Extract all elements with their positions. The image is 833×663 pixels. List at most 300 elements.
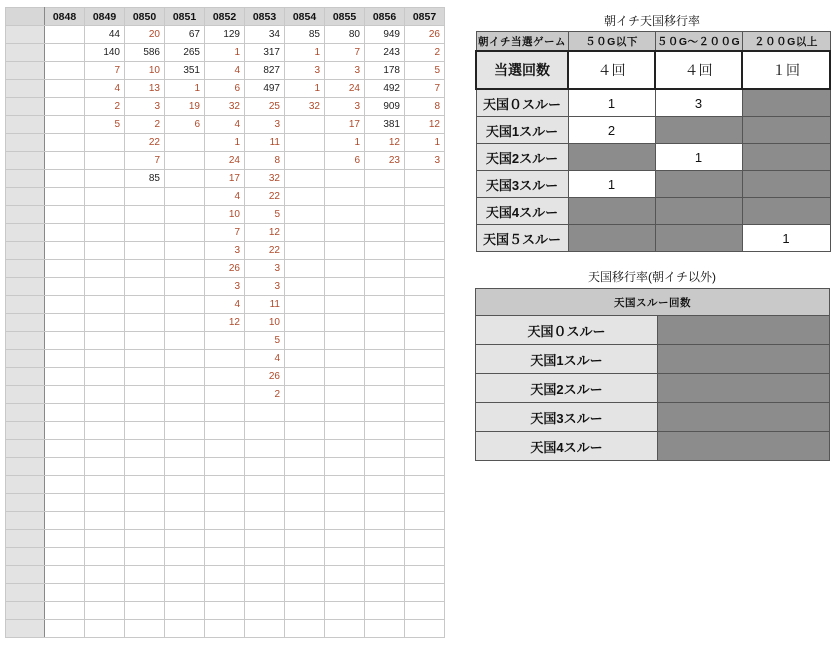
sheet-cell[interactable]: 19 bbox=[165, 98, 205, 116]
sheet-cell[interactable] bbox=[165, 242, 205, 260]
sheet-cell[interactable] bbox=[125, 512, 165, 530]
sheet-cell[interactable] bbox=[125, 548, 165, 566]
sheet-cell[interactable] bbox=[85, 530, 125, 548]
sheet-cell[interactable] bbox=[365, 602, 405, 620]
sheet-cell[interactable] bbox=[285, 224, 325, 242]
sheet-cell[interactable]: 34 bbox=[245, 26, 285, 44]
sheet-cell[interactable] bbox=[245, 620, 285, 638]
sheet-cell[interactable]: 5 bbox=[405, 62, 445, 80]
row-header[interactable] bbox=[6, 332, 45, 350]
sheet-cell[interactable] bbox=[85, 584, 125, 602]
sheet-cell[interactable] bbox=[165, 404, 205, 422]
sheet-cell[interactable] bbox=[325, 386, 365, 404]
row-header[interactable] bbox=[6, 386, 45, 404]
sheet-cell[interactable]: 7 bbox=[325, 44, 365, 62]
sheet-cell[interactable]: 243 bbox=[365, 44, 405, 62]
row-header[interactable] bbox=[6, 260, 45, 278]
column-header-0851[interactable]: 0851 bbox=[165, 8, 205, 26]
sheet-cell[interactable]: 26 bbox=[245, 368, 285, 386]
sheet-cell[interactable]: 44 bbox=[85, 26, 125, 44]
sheet-cell[interactable] bbox=[125, 260, 165, 278]
sheet-cell[interactable]: 4 bbox=[205, 62, 245, 80]
sheet-cell[interactable]: 3 bbox=[205, 278, 245, 296]
sheet-cell[interactable] bbox=[125, 530, 165, 548]
sheet-cell[interactable] bbox=[325, 260, 365, 278]
sheet-cell[interactable] bbox=[285, 584, 325, 602]
column-header-0855[interactable]: 0855 bbox=[325, 8, 365, 26]
row-header[interactable] bbox=[6, 152, 45, 170]
sheet-cell[interactable] bbox=[365, 548, 405, 566]
sheet-cell[interactable] bbox=[325, 242, 365, 260]
sheet-cell[interactable]: 7 bbox=[125, 152, 165, 170]
sheet-cell[interactable] bbox=[365, 386, 405, 404]
sheet-cell[interactable] bbox=[205, 458, 245, 476]
sheet-cell[interactable] bbox=[125, 332, 165, 350]
sheet-cell[interactable] bbox=[85, 440, 125, 458]
row-header[interactable] bbox=[6, 548, 45, 566]
sheet-cell[interactable]: 265 bbox=[165, 44, 205, 62]
sheet-cell[interactable]: 3 bbox=[325, 98, 365, 116]
sheet-cell[interactable] bbox=[285, 458, 325, 476]
sheet-cell[interactable]: 12 bbox=[405, 116, 445, 134]
row-header[interactable] bbox=[6, 314, 45, 332]
sheet-cell[interactable] bbox=[45, 350, 85, 368]
sheet-cell[interactable] bbox=[285, 566, 325, 584]
row-header[interactable] bbox=[6, 530, 45, 548]
sheet-cell[interactable] bbox=[245, 530, 285, 548]
sheet-cell[interactable] bbox=[285, 332, 325, 350]
sheet-cell[interactable] bbox=[405, 350, 445, 368]
sheet-cell[interactable] bbox=[165, 350, 205, 368]
sheet-cell[interactable] bbox=[325, 476, 365, 494]
sheet-cell[interactable] bbox=[405, 602, 445, 620]
sheet-cell[interactable] bbox=[365, 530, 405, 548]
column-header-0850[interactable]: 0850 bbox=[125, 8, 165, 26]
sheet-cell[interactable] bbox=[325, 206, 365, 224]
sheet-cell[interactable] bbox=[165, 152, 205, 170]
sheet-cell[interactable]: 6 bbox=[165, 116, 205, 134]
sheet-cell[interactable] bbox=[125, 584, 165, 602]
sheet-cell[interactable] bbox=[205, 548, 245, 566]
sheet-cell[interactable]: 827 bbox=[245, 62, 285, 80]
sheet-cell[interactable]: 351 bbox=[165, 62, 205, 80]
sheet-cell[interactable] bbox=[165, 458, 205, 476]
sheet-cell[interactable] bbox=[85, 260, 125, 278]
sheet-cell[interactable] bbox=[285, 152, 325, 170]
sheet-cell[interactable] bbox=[245, 494, 285, 512]
sheet-cell[interactable] bbox=[85, 512, 125, 530]
sheet-cell[interactable]: 67 bbox=[165, 26, 205, 44]
sheet-cell[interactable] bbox=[85, 278, 125, 296]
sheet-cell[interactable] bbox=[205, 440, 245, 458]
sheet-cell[interactable] bbox=[45, 620, 85, 638]
sheet-cell[interactable] bbox=[245, 566, 285, 584]
sheet-cell[interactable] bbox=[405, 404, 445, 422]
sheet-cell[interactable]: 11 bbox=[245, 134, 285, 152]
sheet-cell[interactable] bbox=[45, 458, 85, 476]
sheet-cell[interactable] bbox=[205, 476, 245, 494]
sheet-cell[interactable] bbox=[365, 422, 405, 440]
row-header[interactable] bbox=[6, 44, 45, 62]
sheet-cell[interactable]: 7 bbox=[205, 224, 245, 242]
sheet-cell[interactable] bbox=[85, 422, 125, 440]
sheet-cell[interactable] bbox=[165, 512, 205, 530]
sheet-cell[interactable] bbox=[205, 404, 245, 422]
sheet-cell[interactable] bbox=[165, 134, 205, 152]
sheet-cell[interactable]: 4 bbox=[205, 116, 245, 134]
sheet-cell[interactable]: 80 bbox=[325, 26, 365, 44]
sheet-cell[interactable] bbox=[405, 278, 445, 296]
sheet-cell[interactable] bbox=[125, 566, 165, 584]
sheet-cell[interactable] bbox=[165, 314, 205, 332]
sheet-cell[interactable] bbox=[285, 314, 325, 332]
sheet-cell[interactable]: 3 bbox=[245, 278, 285, 296]
sheet-cell[interactable] bbox=[45, 26, 85, 44]
sheet-cell[interactable]: 4 bbox=[205, 188, 245, 206]
sheet-cell[interactable] bbox=[325, 170, 365, 188]
sheet-cell[interactable]: 2 bbox=[405, 44, 445, 62]
sheet-cell[interactable]: 12 bbox=[365, 134, 405, 152]
sheet-cell[interactable] bbox=[45, 368, 85, 386]
sheet-cell[interactable] bbox=[85, 314, 125, 332]
column-header-0852[interactable]: 0852 bbox=[205, 8, 245, 26]
sheet-cell[interactable]: 24 bbox=[205, 152, 245, 170]
sheet-cell[interactable]: 26 bbox=[205, 260, 245, 278]
sheet-cell[interactable]: 12 bbox=[245, 224, 285, 242]
sheet-cell[interactable] bbox=[45, 602, 85, 620]
sheet-cell[interactable] bbox=[205, 602, 245, 620]
sheet-cell[interactable]: 6 bbox=[325, 152, 365, 170]
sheet-cell[interactable]: 5 bbox=[85, 116, 125, 134]
sheet-cell[interactable]: 1 bbox=[285, 80, 325, 98]
sheet-cell[interactable] bbox=[125, 224, 165, 242]
sheet-cell[interactable] bbox=[45, 404, 85, 422]
sheet-cell[interactable] bbox=[205, 386, 245, 404]
sheet-cell[interactable] bbox=[45, 512, 85, 530]
sheet-cell[interactable] bbox=[285, 368, 325, 386]
sheet-cell[interactable] bbox=[365, 350, 405, 368]
sheet-cell[interactable]: 17 bbox=[205, 170, 245, 188]
sheet-cell[interactable] bbox=[45, 188, 85, 206]
sheet-cell[interactable] bbox=[285, 476, 325, 494]
sheet-cell[interactable] bbox=[45, 116, 85, 134]
sheet-cell[interactable]: 26 bbox=[405, 26, 445, 44]
sheet-cell[interactable] bbox=[205, 512, 245, 530]
sheet-cell[interactable] bbox=[205, 422, 245, 440]
sheet-cell[interactable] bbox=[245, 458, 285, 476]
sheet-cell[interactable] bbox=[285, 188, 325, 206]
sheet-cell[interactable] bbox=[85, 476, 125, 494]
sheet-cell[interactable] bbox=[125, 368, 165, 386]
sheet-cell[interactable] bbox=[285, 278, 325, 296]
sheet-cell[interactable]: 32 bbox=[205, 98, 245, 116]
sheet-cell[interactable] bbox=[285, 242, 325, 260]
sheet-cell[interactable]: 2 bbox=[125, 116, 165, 134]
sheet-cell[interactable]: 2 bbox=[85, 98, 125, 116]
row-header[interactable] bbox=[6, 458, 45, 476]
sheet-cell[interactable] bbox=[85, 188, 125, 206]
sheet-cell[interactable] bbox=[165, 260, 205, 278]
sheet-cell[interactable]: 23 bbox=[365, 152, 405, 170]
sheet-cell[interactable] bbox=[85, 386, 125, 404]
sheet-cell[interactable]: 1 bbox=[165, 80, 205, 98]
sheet-cell[interactable]: 4 bbox=[205, 296, 245, 314]
row-header[interactable] bbox=[6, 206, 45, 224]
column-header-0854[interactable]: 0854 bbox=[285, 8, 325, 26]
sheet-cell[interactable]: 4 bbox=[245, 350, 285, 368]
sheet-cell[interactable] bbox=[325, 224, 365, 242]
column-header-0853[interactable]: 0853 bbox=[245, 8, 285, 26]
sheet-cell[interactable] bbox=[405, 314, 445, 332]
sheet-cell[interactable] bbox=[365, 584, 405, 602]
sheet-cell[interactable] bbox=[325, 296, 365, 314]
sheet-cell[interactable] bbox=[125, 242, 165, 260]
sheet-cell[interactable] bbox=[45, 206, 85, 224]
sheet-cell[interactable] bbox=[85, 494, 125, 512]
sheet-cell[interactable] bbox=[85, 458, 125, 476]
sheet-cell[interactable]: 85 bbox=[125, 170, 165, 188]
sheet-cell[interactable] bbox=[125, 404, 165, 422]
sheet-cell[interactable] bbox=[365, 476, 405, 494]
sheet-cell[interactable] bbox=[85, 350, 125, 368]
row-header[interactable] bbox=[6, 188, 45, 206]
sheet-cell[interactable] bbox=[325, 548, 365, 566]
sheet-cell[interactable] bbox=[405, 368, 445, 386]
sheet-cell[interactable] bbox=[405, 332, 445, 350]
sheet-cell[interactable] bbox=[405, 530, 445, 548]
sheet-cell[interactable] bbox=[45, 548, 85, 566]
sheet-cell[interactable] bbox=[85, 242, 125, 260]
sheet-cell[interactable] bbox=[325, 494, 365, 512]
sheet-cell[interactable] bbox=[405, 458, 445, 476]
sheet-cell[interactable]: 909 bbox=[365, 98, 405, 116]
sheet-cell[interactable] bbox=[245, 476, 285, 494]
sheet-cell[interactable]: 22 bbox=[245, 188, 285, 206]
sheet-cell[interactable] bbox=[365, 278, 405, 296]
sheet-cell[interactable] bbox=[125, 386, 165, 404]
sheet-cell[interactable]: 140 bbox=[85, 44, 125, 62]
row-header[interactable] bbox=[6, 584, 45, 602]
sheet-cell[interactable] bbox=[205, 566, 245, 584]
sheet-cell[interactable] bbox=[405, 494, 445, 512]
column-header-0856[interactable]: 0856 bbox=[365, 8, 405, 26]
sheet-cell[interactable]: 949 bbox=[365, 26, 405, 44]
sheet-cell[interactable]: 24 bbox=[325, 80, 365, 98]
sheet-cell[interactable] bbox=[45, 98, 85, 116]
column-header-0857[interactable]: 0857 bbox=[405, 8, 445, 26]
sheet-cell[interactable] bbox=[405, 584, 445, 602]
sheet-cell[interactable]: 3 bbox=[285, 62, 325, 80]
sheet-cell[interactable]: 1 bbox=[285, 44, 325, 62]
sheet-cell[interactable] bbox=[205, 494, 245, 512]
row-header[interactable] bbox=[6, 170, 45, 188]
sheet-cell[interactable] bbox=[125, 494, 165, 512]
sheet-cell[interactable] bbox=[365, 314, 405, 332]
row-header[interactable] bbox=[6, 422, 45, 440]
sheet-cell[interactable] bbox=[325, 620, 365, 638]
row-header[interactable] bbox=[6, 494, 45, 512]
sheet-cell[interactable] bbox=[245, 422, 285, 440]
sheet-cell[interactable] bbox=[245, 548, 285, 566]
sheet-cell[interactable] bbox=[365, 242, 405, 260]
row-header[interactable] bbox=[6, 566, 45, 584]
sheet-cell[interactable] bbox=[405, 386, 445, 404]
sheet-cell[interactable] bbox=[45, 296, 85, 314]
sheet-cell[interactable]: 10 bbox=[205, 206, 245, 224]
sheet-cell[interactable] bbox=[125, 206, 165, 224]
sheet-cell[interactable]: 32 bbox=[285, 98, 325, 116]
sheet-cell[interactable] bbox=[45, 566, 85, 584]
sheet-cell[interactable] bbox=[45, 332, 85, 350]
sheet-cell[interactable] bbox=[245, 602, 285, 620]
sheet-cell[interactable] bbox=[365, 620, 405, 638]
sheet-cell[interactable]: 1 bbox=[405, 134, 445, 152]
sheet-cell[interactable] bbox=[85, 566, 125, 584]
sheet-cell[interactable] bbox=[205, 350, 245, 368]
sheet-cell[interactable]: 17 bbox=[325, 116, 365, 134]
sheet-cell[interactable] bbox=[365, 494, 405, 512]
sheet-cell[interactable]: 586 bbox=[125, 44, 165, 62]
sheet-cell[interactable]: 4 bbox=[85, 80, 125, 98]
sheet-cell[interactable] bbox=[285, 620, 325, 638]
sheet-cell[interactable] bbox=[45, 80, 85, 98]
sheet-cell[interactable] bbox=[125, 458, 165, 476]
sheet-cell[interactable]: 381 bbox=[365, 116, 405, 134]
row-header[interactable] bbox=[6, 224, 45, 242]
sheet-cell[interactable] bbox=[245, 404, 285, 422]
sheet-cell[interactable] bbox=[365, 404, 405, 422]
sheet-cell[interactable] bbox=[285, 512, 325, 530]
sheet-cell[interactable] bbox=[405, 224, 445, 242]
sheet-cell[interactable]: 7 bbox=[85, 62, 125, 80]
sheet-cell[interactable] bbox=[285, 386, 325, 404]
sheet-cell[interactable] bbox=[365, 206, 405, 224]
sheet-cell[interactable] bbox=[405, 206, 445, 224]
sheet-cell[interactable] bbox=[365, 458, 405, 476]
sheet-cell[interactable] bbox=[125, 350, 165, 368]
sheet-cell[interactable] bbox=[45, 278, 85, 296]
sheet-cell[interactable] bbox=[165, 530, 205, 548]
sheet-cell[interactable]: 8 bbox=[245, 152, 285, 170]
sheet-cell[interactable] bbox=[285, 494, 325, 512]
sheet-cell[interactable]: 5 bbox=[245, 332, 285, 350]
sheet-cell[interactable] bbox=[365, 332, 405, 350]
sheet-cell[interactable] bbox=[405, 170, 445, 188]
sheet-cell[interactable] bbox=[125, 476, 165, 494]
sheet-cell[interactable] bbox=[45, 260, 85, 278]
sheet-cell[interactable] bbox=[405, 566, 445, 584]
sheet-cell[interactable] bbox=[165, 368, 205, 386]
sheet-cell[interactable] bbox=[285, 530, 325, 548]
row-header[interactable] bbox=[6, 350, 45, 368]
sheet-cell[interactable] bbox=[405, 422, 445, 440]
sheet-cell[interactable] bbox=[165, 566, 205, 584]
sheet-cell[interactable] bbox=[325, 512, 365, 530]
sheet-cell[interactable] bbox=[285, 260, 325, 278]
sheet-cell[interactable] bbox=[165, 620, 205, 638]
sheet-cell[interactable]: 2 bbox=[245, 386, 285, 404]
sheet-cell[interactable] bbox=[165, 602, 205, 620]
sheet-cell[interactable]: 22 bbox=[125, 134, 165, 152]
sheet-cell[interactable] bbox=[285, 602, 325, 620]
sheet-cell[interactable]: 492 bbox=[365, 80, 405, 98]
sheet-cell[interactable] bbox=[405, 242, 445, 260]
sheet-cell[interactable] bbox=[405, 620, 445, 638]
sheet-cell[interactable] bbox=[165, 494, 205, 512]
sheet-cell[interactable]: 25 bbox=[245, 98, 285, 116]
sheet-cell[interactable] bbox=[165, 386, 205, 404]
sheet-cell[interactable]: 3 bbox=[405, 152, 445, 170]
sheet-cell[interactable] bbox=[405, 188, 445, 206]
sheet-cell[interactable] bbox=[325, 584, 365, 602]
row-header[interactable] bbox=[6, 26, 45, 44]
sheet-cell[interactable] bbox=[245, 440, 285, 458]
sheet-cell[interactable] bbox=[165, 296, 205, 314]
sheet-cell[interactable] bbox=[85, 134, 125, 152]
sheet-cell[interactable] bbox=[45, 584, 85, 602]
sheet-cell[interactable] bbox=[165, 188, 205, 206]
sheet-cell[interactable] bbox=[405, 260, 445, 278]
sheet-cell[interactable]: 3 bbox=[205, 242, 245, 260]
sheet-cell[interactable] bbox=[45, 134, 85, 152]
column-header-0848[interactable]: 0848 bbox=[45, 8, 85, 26]
sheet-cell[interactable] bbox=[165, 476, 205, 494]
sheet-cell[interactable] bbox=[45, 62, 85, 80]
sheet-cell[interactable]: 5 bbox=[245, 206, 285, 224]
row-header[interactable] bbox=[6, 512, 45, 530]
sheet-cell[interactable]: 3 bbox=[125, 98, 165, 116]
sheet-cell[interactable] bbox=[285, 170, 325, 188]
sheet-cell[interactable] bbox=[365, 260, 405, 278]
row-header[interactable] bbox=[6, 134, 45, 152]
sheet-cell[interactable] bbox=[365, 188, 405, 206]
row-header[interactable] bbox=[6, 440, 45, 458]
sheet-cell[interactable]: 178 bbox=[365, 62, 405, 80]
sheet-cell[interactable] bbox=[325, 368, 365, 386]
sheet-cell[interactable] bbox=[285, 350, 325, 368]
sheet-cell[interactable] bbox=[85, 602, 125, 620]
sheet-cell[interactable] bbox=[165, 170, 205, 188]
sheet-cell[interactable] bbox=[285, 440, 325, 458]
sheet-cell[interactable] bbox=[125, 314, 165, 332]
sheet-cell[interactable] bbox=[285, 404, 325, 422]
row-header[interactable] bbox=[6, 80, 45, 98]
sheet-cell[interactable] bbox=[205, 584, 245, 602]
sheet-cell[interactable] bbox=[325, 440, 365, 458]
sheet-cell[interactable]: 10 bbox=[125, 62, 165, 80]
sheet-cell[interactable] bbox=[85, 620, 125, 638]
sheet-cell[interactable] bbox=[85, 404, 125, 422]
sheet-cell[interactable] bbox=[165, 584, 205, 602]
sheet-cell[interactable] bbox=[405, 296, 445, 314]
sheet-cell[interactable] bbox=[45, 314, 85, 332]
sheet-cell[interactable] bbox=[365, 296, 405, 314]
sheet-cell[interactable]: 1 bbox=[205, 134, 245, 152]
sheet-cell[interactable] bbox=[165, 548, 205, 566]
sheet-cell[interactable] bbox=[45, 440, 85, 458]
sheet-cell[interactable] bbox=[405, 476, 445, 494]
sheet-cell[interactable] bbox=[45, 44, 85, 62]
sheet-cell[interactable] bbox=[365, 512, 405, 530]
sheet-cell[interactable] bbox=[165, 278, 205, 296]
row-header[interactable] bbox=[6, 476, 45, 494]
sheet-cell[interactable] bbox=[165, 422, 205, 440]
sheet-cell[interactable] bbox=[285, 296, 325, 314]
sheet-cell[interactable] bbox=[85, 368, 125, 386]
sheet-cell[interactable] bbox=[125, 620, 165, 638]
sheet-cell[interactable]: 13 bbox=[125, 80, 165, 98]
sheet-cell[interactable]: 7 bbox=[405, 80, 445, 98]
